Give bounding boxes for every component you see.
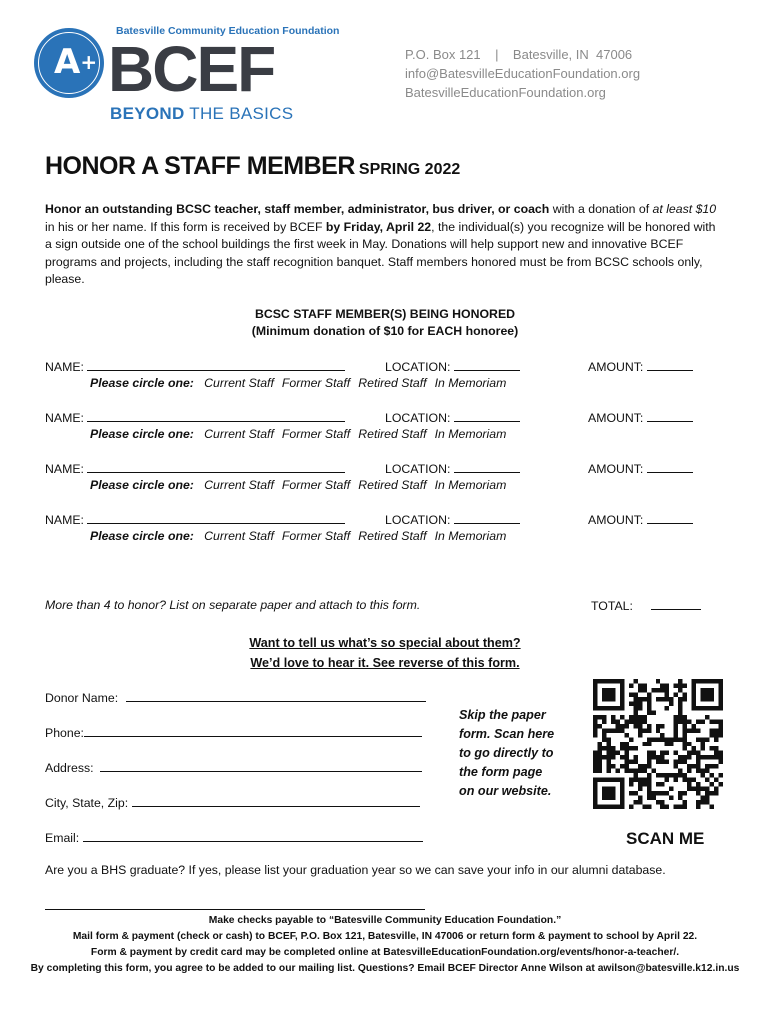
status-option[interactable]: In Memoriam bbox=[434, 376, 507, 390]
honoree-row bbox=[45, 409, 725, 449]
honoree-row bbox=[45, 511, 725, 551]
honoree-name-field[interactable]: NAME: bbox=[45, 409, 345, 425]
honoree-location-field[interactable]: LOCATION: bbox=[385, 409, 520, 425]
donor-name-field[interactable]: Donor Name: bbox=[45, 690, 426, 705]
honoree-amount-field[interactable]: AMOUNT: bbox=[588, 460, 693, 476]
contact-block bbox=[405, 45, 640, 102]
status-option[interactable]: In Memoriam bbox=[434, 427, 507, 441]
graduate-question: Are you a BHS graduate? If yes, please list your graduation year so we can save your info in our alumni database. bbox=[45, 863, 666, 877]
footer-online: Form & payment by credit card may be completed online at BatesvilleEducationFoundation.org/events/honor-a-teacher/. bbox=[90, 947, 680, 958]
honoree-row bbox=[45, 460, 725, 500]
honoree-location-field[interactable]: LOCATION: bbox=[385, 511, 520, 527]
email-field[interactable]: Email: bbox=[45, 830, 423, 845]
title-main: HONOR A STAFF MEMBER bbox=[45, 152, 355, 180]
graduation-year-line[interactable] bbox=[45, 901, 425, 910]
org-name: Batesville Community Education Foundation bbox=[116, 25, 340, 37]
page-title bbox=[45, 152, 460, 181]
status-choices: Please circle one: Current Staff Former Staff Retired Staff In Memoriam bbox=[90, 427, 507, 441]
scan-me-label: SCAN ME bbox=[626, 829, 705, 848]
a-plus-icon: A+ bbox=[54, 42, 98, 82]
contact-email: info@BatesvilleEducationFoundation.org bbox=[405, 66, 641, 81]
city-state-zip-field[interactable]: City, State, Zip: bbox=[45, 795, 420, 810]
honoree-amount-field[interactable]: AMOUNT: bbox=[588, 511, 693, 527]
honoree-location-field[interactable]: LOCATION: bbox=[385, 460, 520, 476]
status-option[interactable]: Former Staff bbox=[281, 376, 351, 390]
bcef-logo bbox=[34, 22, 340, 126]
section-heading: BCSC STAFF MEMBER(S) BEING HONORED bbox=[254, 307, 516, 321]
skip-paper-note: Skip the paper form. Scan here to go directly to the form page on our website. bbox=[459, 708, 555, 798]
status-option[interactable]: In Memoriam bbox=[434, 478, 507, 492]
status-option[interactable]: In Memoriam bbox=[434, 529, 507, 543]
contact-address: P.O. Box 121 | Batesville, IN 47006 bbox=[405, 47, 633, 62]
status-choices: Please circle one: Current Staff Former Staff Retired Staff In Memoriam bbox=[90, 529, 507, 543]
footer-checks: Make checks payable to “Batesville Community Education Foundation.” bbox=[208, 915, 562, 926]
phone-field[interactable]: Phone: bbox=[45, 725, 422, 740]
honoree-amount-field[interactable]: AMOUNT: bbox=[588, 358, 693, 374]
footer-mailing-list: By completing this form, you agree to be added to our mailing list. Questions? Email BCEF Director Anne Wilson at awilson@batesville.k12.in.us bbox=[30, 963, 740, 974]
status-option[interactable]: Former Staff bbox=[281, 478, 351, 492]
logo-tagline: BEYOND THE BASICS bbox=[110, 104, 294, 123]
status-option[interactable]: Former Staff bbox=[281, 427, 351, 441]
honoree-name-field[interactable]: NAME: bbox=[45, 460, 345, 476]
status-option[interactable]: Current Staff bbox=[204, 478, 274, 492]
status-option[interactable]: Retired Staff bbox=[358, 529, 427, 543]
honoree-name-field[interactable]: NAME: bbox=[45, 358, 345, 374]
qr-code[interactable] bbox=[593, 678, 723, 810]
status-choices: Please circle one: Current Staff Former Staff Retired Staff In Memoriam bbox=[90, 478, 507, 492]
status-option[interactable]: Current Staff bbox=[204, 427, 274, 441]
honoree-location-field[interactable]: LOCATION: bbox=[385, 358, 520, 374]
total-field[interactable]: TOTAL: bbox=[591, 598, 701, 613]
status-option[interactable]: Retired Staff bbox=[358, 478, 427, 492]
honoree-name-field[interactable]: NAME: bbox=[45, 511, 345, 527]
logo-wordmark: BCEF bbox=[108, 33, 275, 105]
honoree-amount-field[interactable]: AMOUNT: bbox=[588, 409, 693, 425]
section-subheading: (Minimum donation of $10 for EACH honoree) bbox=[251, 324, 519, 338]
address-field[interactable]: Address: bbox=[45, 760, 422, 775]
more-honorees-note: More than 4 to honor? List on separate paper and attach to this form. bbox=[45, 598, 421, 612]
status-option[interactable]: Retired Staff bbox=[358, 427, 427, 441]
tell-us-line1: Want to tell us what’s so special about them? bbox=[249, 636, 521, 650]
title-season: SPRING 2022 bbox=[358, 161, 461, 178]
status-option[interactable]: Current Staff bbox=[204, 376, 274, 390]
contact-website: BatesvilleEducationFoundation.org bbox=[405, 85, 606, 100]
intro-paragraph: Honor an outstanding BCSC teacher, staff member, administrator, bus driver, or coach with a donation of at least $10 in his or her name. If this form is received by BCEF by Friday, April 22, the individual(s) you recognize will be honored with a sign outside one of the school buildings the first week in May. Donations will help support new and innovative BCEF programs and projects, including the staff recognition banquet. Staff members honored must be from BCSC schools only, please. bbox=[45, 202, 717, 286]
status-option[interactable]: Current Staff bbox=[204, 529, 274, 543]
status-choices: Please circle one: Current Staff Former Staff Retired Staff In Memoriam bbox=[90, 376, 507, 390]
status-option[interactable]: Former Staff bbox=[281, 529, 351, 543]
tell-us-line2: We’d love to hear it. See reverse of this form. bbox=[250, 656, 520, 670]
arts-academics-athletics-emblem bbox=[34, 28, 104, 98]
status-option[interactable]: Retired Staff bbox=[358, 376, 427, 390]
honoree-row bbox=[45, 358, 725, 398]
footer-mail: Mail form & payment (check or cash) to BCEF, P.O. Box 121, Batesville, IN 47006 or return form & payment to school by April 22. bbox=[72, 931, 698, 942]
